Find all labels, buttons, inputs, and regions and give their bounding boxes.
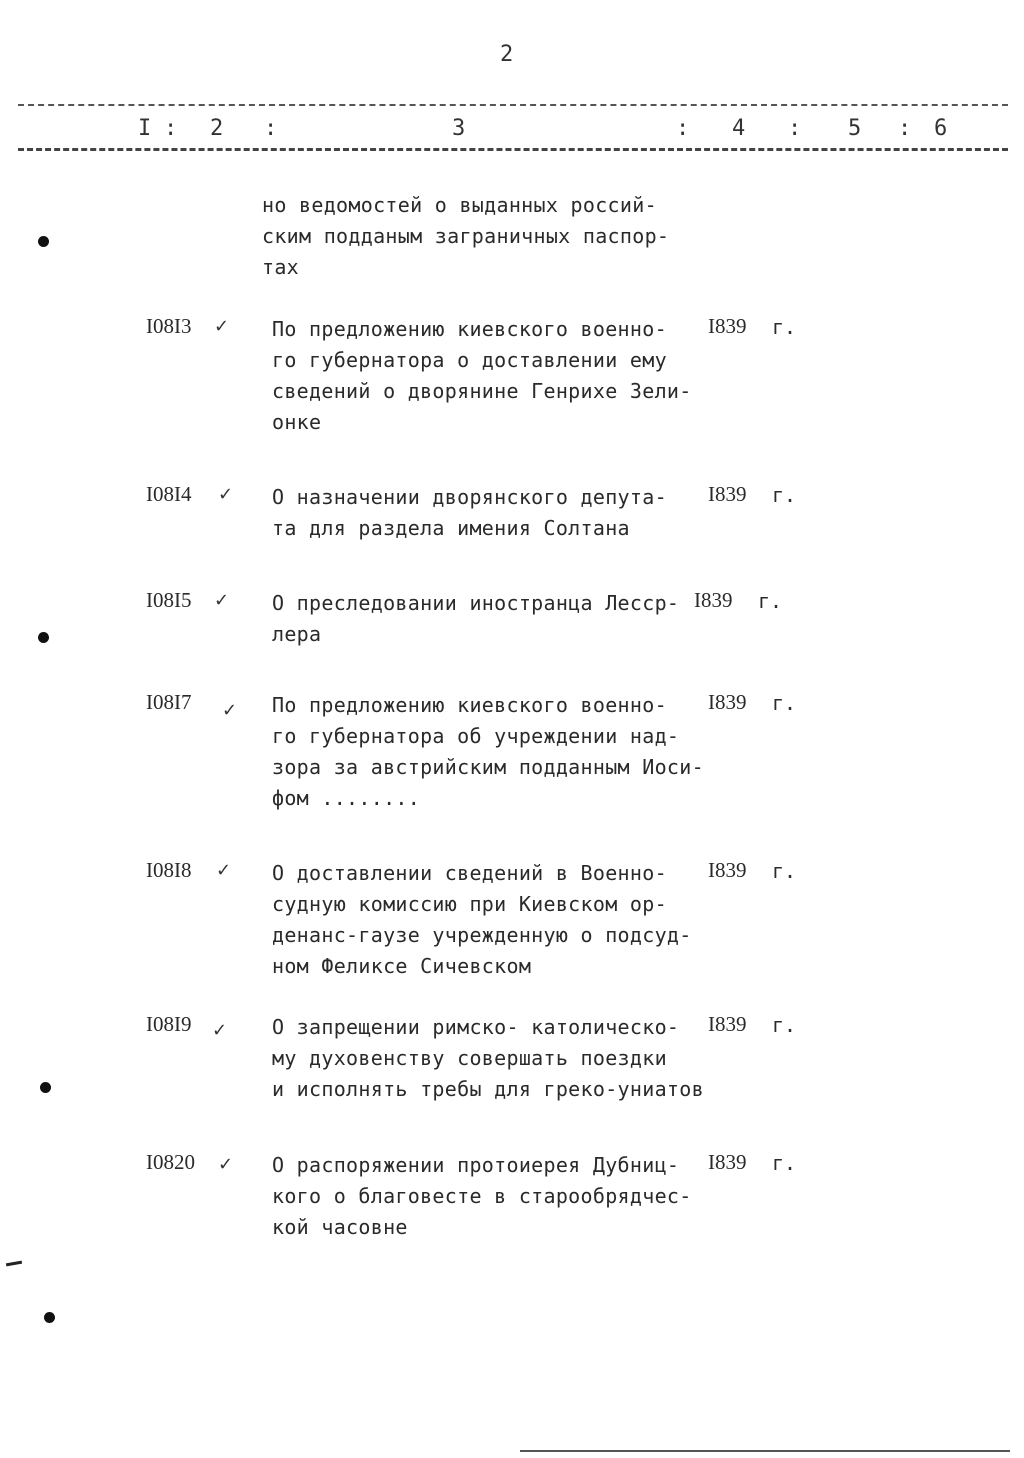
entry-line: му духовенству совершать поездки: [272, 1046, 667, 1070]
column-separator: :: [264, 116, 278, 141]
entry-year-unit: г.: [772, 315, 797, 339]
entry-line: О доставлении сведений в Военно-: [272, 861, 667, 885]
bottom-edge-line: [520, 1450, 1010, 1452]
entry-year: I839: [708, 1012, 747, 1036]
entry-line: зора за австрийским подданным Иоси-: [272, 755, 704, 779]
entry-year: I839: [708, 314, 747, 338]
entry-line: судную комиссию при Киевском ор-: [272, 892, 667, 916]
entry-line: сведений о дворянине Генрихе Зели-: [272, 379, 692, 403]
column-header-4: 4: [732, 116, 746, 141]
check-mark-icon: ✓: [218, 484, 234, 505]
entry-line: О запрещении римско- католическо-: [272, 1015, 680, 1039]
column-separator: :: [788, 116, 802, 141]
entry-year-unit: г.: [772, 1013, 797, 1037]
check-mark-icon: ✓: [212, 1020, 228, 1041]
entry-line: кого о благовесте в старообрядчес-: [272, 1184, 692, 1208]
entry-line: лера: [272, 622, 322, 646]
intro-line: ским подданым заграничных паспор-: [262, 224, 670, 248]
margin-mark: [6, 1261, 22, 1267]
column-header-6: 6: [934, 116, 948, 141]
entry-line: и исполнять требы для греко-униатов: [272, 1077, 704, 1101]
entry-line: О распоряжении протоиерея Дубниц-: [272, 1153, 680, 1177]
entry-code: I08I7: [146, 690, 192, 714]
entry-year-unit: г.: [772, 1151, 797, 1175]
entry-code: I08I3: [146, 314, 192, 338]
header-rule-top: [18, 104, 1008, 106]
column-header-5: 5: [848, 116, 862, 141]
entry-line: та для раздела имения Солтана: [272, 516, 630, 540]
entry-code: I0820: [146, 1150, 195, 1174]
entry-code: I08I9: [146, 1012, 192, 1036]
binding-hole: [40, 1082, 51, 1093]
column-header-1: I: [138, 116, 152, 141]
column-separator: :: [898, 116, 912, 141]
entry-line: фом ........: [272, 786, 421, 810]
entry-line: По предложению киевского военно-: [272, 317, 667, 341]
column-separator: :: [164, 116, 178, 141]
entry-year: I839: [708, 482, 747, 506]
binding-hole: [44, 1312, 55, 1323]
entry-line: денанс-гаузе учрежденную о подсуд-: [272, 923, 692, 947]
entry-year-unit: г.: [772, 859, 797, 883]
entry-code: I08I8: [146, 858, 192, 882]
entry-year: I839: [694, 588, 733, 612]
entry-year: I839: [708, 690, 747, 714]
entry-line: го губернатора об учреждении над-: [272, 724, 680, 748]
check-mark-icon: ✓: [216, 860, 232, 881]
check-mark-icon: ✓: [222, 700, 238, 721]
entry-line: О назначении дворянского депута-: [272, 485, 667, 509]
entry-year: I839: [708, 858, 747, 882]
entry-year: I839: [708, 1150, 747, 1174]
entry-line: О преследовании иностранца Лесср-: [272, 591, 680, 615]
check-mark-icon: ✓: [214, 316, 230, 337]
check-mark-icon: ✓: [214, 590, 230, 611]
entry-year-unit: г.: [758, 589, 783, 613]
intro-line: но ведомостей о выданных россий-: [262, 193, 657, 217]
intro-line: тах: [262, 255, 300, 279]
entry-line: кой часовне: [272, 1215, 408, 1239]
entry-code: I08I4: [146, 482, 192, 506]
column-header-2: 2: [210, 116, 224, 141]
page-number: 2: [500, 42, 514, 67]
column-header-3: 3: [452, 116, 466, 141]
header-rule-bottom: [18, 148, 1008, 151]
column-separator: :: [676, 116, 690, 141]
entry-line: ном Феликсе Сичевском: [272, 954, 532, 978]
binding-hole: [38, 236, 49, 247]
binding-hole: [38, 632, 49, 643]
entry-code: I08I5: [146, 588, 192, 612]
entry-line: По предложению киевского военно-: [272, 693, 667, 717]
entry-year-unit: г.: [772, 691, 797, 715]
entry-line: го губернатора о доставлении ему: [272, 348, 667, 372]
entry-year-unit: г.: [772, 483, 797, 507]
check-mark-icon: ✓: [218, 1154, 234, 1175]
entry-line: онке: [272, 410, 322, 434]
